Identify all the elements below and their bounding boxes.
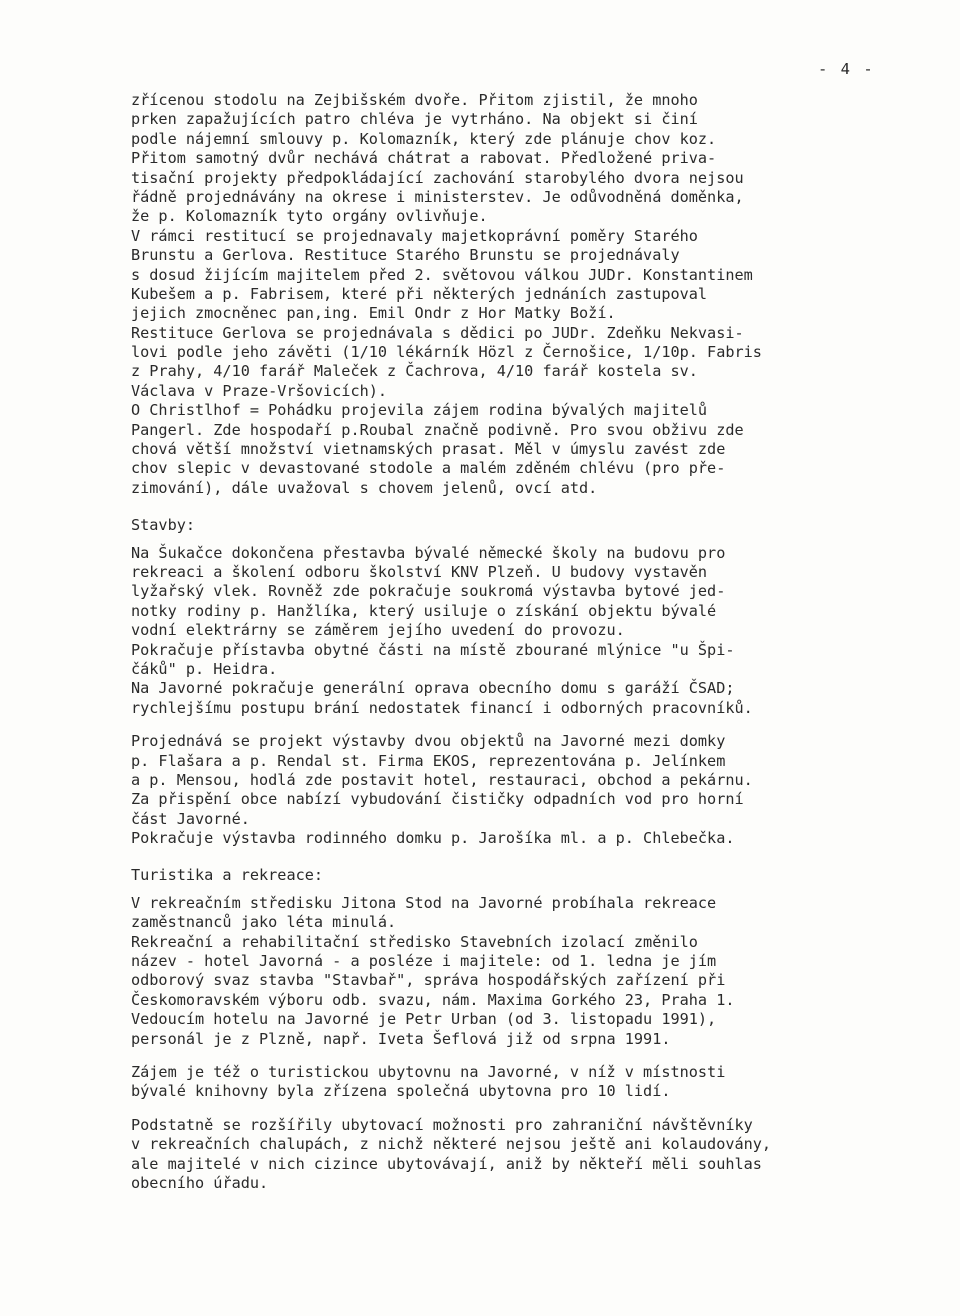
text-line: lovi podle jeho závěti (1/10 lékárník Hözl z Černošice, 1/10p. Fabris bbox=[131, 343, 762, 362]
text-line: Zájem je též o turistickou ubytovnu na Javorné, v níž v místnosti bbox=[131, 1062, 726, 1081]
text-line: z Prahy, 4/10 farář Maleček z Čachrova, 4/10 farář kostela sv. bbox=[131, 362, 698, 381]
text-line: obecního úřadu. bbox=[131, 1173, 269, 1192]
text-line: prken zapažujících patro chléva je vytrháno. Na objekt si činí bbox=[131, 110, 698, 129]
paragraph-hostel bbox=[131, 1063, 931, 1102]
text-line: Podstatně se rozšířily ubytovací možnosti pro zahraniční návštěvníky bbox=[131, 1115, 753, 1134]
text-line: chov slepic v devastované stodole a malém zděném chlévu (pro pře- bbox=[131, 459, 726, 478]
text-line: čáků" p. Heidra. bbox=[131, 659, 278, 678]
text-line: Restituce Gerlova se projednávala s dědici po JUDr. Zdeňku Nekvasi- bbox=[131, 323, 744, 342]
paragraph-recreation bbox=[131, 894, 931, 1049]
section-heading-stavby: Stavby: bbox=[131, 516, 196, 535]
text-line: Pangerl. Zde hospodaří p.Roubal značně podivně. Pro svou obživu zde bbox=[131, 420, 744, 439]
text-line: jejich zmocněnec pan,ing. Emil Ondr z Hor Matky Boží. bbox=[131, 304, 616, 323]
text-line: Vedoucím hotelu na Javorné je Petr Urban (od 3. listopadu 1991), bbox=[131, 1010, 717, 1029]
text-line: s dosud žijícím majitelem před 2. světovou válkou JUDr. Konstantinem bbox=[131, 265, 753, 284]
text-line: Českomoravském výboru odb. svazu, nám. Maxima Gorkého 23, Praha 1. bbox=[131, 990, 735, 1009]
text-line: název - hotel Javorná - a posléze i majitele: od 1. ledna je jím bbox=[131, 952, 717, 971]
text-line: a p. Mensou, hodlá zde postavit hotel, restauraci, obchod a pekárnu. bbox=[131, 770, 753, 789]
text-line: Za přispění obce nabízí vybudování čističky odpadních vod pro horní bbox=[131, 790, 744, 809]
text-line: rychlejšímu postupu brání nedostatek financí i odborných pracovníků. bbox=[131, 698, 753, 717]
text-line: lyžařský vlek. Rovněž zde pokračuje soukromá výstavba bytové jed- bbox=[131, 582, 726, 601]
text-line: zaměstnanců jako léta minulá. bbox=[131, 913, 397, 932]
text-line: rekreaci a školení odboru školství KNV Plzeň. U budovy vystavěn bbox=[131, 562, 708, 581]
paragraph-restitutions bbox=[131, 91, 931, 498]
text-line: p. Flašara a p. Rendal st. Firma EKOS, reprezentována p. Jelínkem bbox=[131, 751, 726, 770]
text-line: chová větší množství vietnamských prasat. Měl v úmyslu zavést zde bbox=[131, 440, 726, 459]
document-body bbox=[131, 91, 931, 1193]
text-line: Rekreační a rehabilitační středisko Stavebních izolací změnilo bbox=[131, 932, 698, 951]
text-line: podle nájemní smlouvy p. Kolomazník, který zde plánuje chov koz. bbox=[131, 129, 717, 148]
text-line: Na Javorné pokračuje generální oprava obecního domu s garáží ČSAD; bbox=[131, 679, 735, 698]
text-line: tisační projekty předpokládající zachování starobylého dvora nejsou bbox=[131, 168, 744, 187]
text-line: personál je z Plzně, např. Iveta Šeflová již od srpna 1991. bbox=[131, 1029, 671, 1048]
text-line: bývalé knihovny byla zřízena společná ubytovna pro 10 lidí. bbox=[131, 1082, 671, 1101]
paragraph-projects bbox=[131, 732, 931, 848]
text-line: O Christlhof = Pohádku projevila zájem rodina bývalých majitelů bbox=[131, 401, 708, 420]
text-line: V rekreačním středisku Jitona Stod na Javorné probíhala rekreace bbox=[131, 893, 717, 912]
text-line: V rámci restitucí se projednavaly majetkoprávní poměry Starého bbox=[131, 226, 698, 245]
text-line: Kubešem a p. Fabrisem, které při některých jednáních zastupoval bbox=[131, 284, 708, 303]
section-heading-turistika: Turistika a rekreace: bbox=[131, 866, 324, 885]
text-line: Projednává se projekt výstavby dvou objektů na Javorné mezi domky bbox=[131, 732, 726, 751]
page-number: - 4 - bbox=[818, 60, 875, 78]
text-line: notky rodiny p. Hanžlíka, který usiluje o získání objektu bývalé bbox=[131, 601, 717, 620]
text-line: část Javorné. bbox=[131, 809, 250, 828]
text-line: Přitom samotný dvůr nechává chátrat a rabovat. Předložené priva- bbox=[131, 149, 717, 168]
text-line: Pokračuje výstavba rodinného domku p. Jarošíka ml. a p. Chlebečka. bbox=[131, 829, 735, 848]
text-line: vodní elektrárny se záměrem jejího uvedení do provozu. bbox=[131, 621, 625, 640]
paragraph-accommodation bbox=[131, 1116, 931, 1194]
text-line: Václava v Praze-Vršovicích). bbox=[131, 381, 388, 400]
text-line: Brunstu a Gerlova. Restituce Starého Brunstu se projednávaly bbox=[131, 246, 680, 265]
text-line: v rekreačních chalupách, z nichž některé nejsou ještě ani kolaudovány, bbox=[131, 1135, 772, 1154]
text-line: že p. Kolomazník tyto orgány ovlivňuje. bbox=[131, 207, 488, 226]
text-line: zřícenou stodolu na Zejbišském dvoře. Přitom zjistil, že mnoho bbox=[131, 91, 698, 109]
paragraph-buildings bbox=[131, 544, 931, 719]
text-line: Pokračuje přístavba obytné části na místě zbourané mlýnice "u Špi- bbox=[131, 640, 735, 659]
text-line: odborový svaz stavba "Stavbař", správa hospodářských zařízení při bbox=[131, 971, 726, 990]
text-line: zimování), dále uvažoval s chovem jelenů, ovcí atd. bbox=[131, 478, 598, 497]
text-line: ale majitelé v nich cizince ubytovávají, aniž by někteří měli souhlas bbox=[131, 1154, 762, 1173]
text-line: řádně projednávány na okrese i ministerstev. Je odůvodněná doměnka, bbox=[131, 187, 744, 206]
text-line: Na Šukačce dokončena přestavba bývalé německé školy na budovu pro bbox=[131, 543, 726, 562]
